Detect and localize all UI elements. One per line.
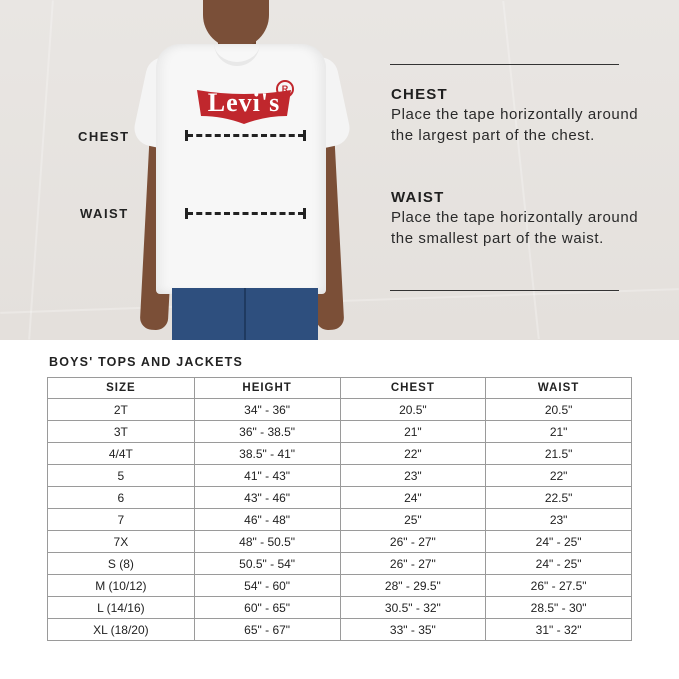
cell-size: 6: [48, 487, 195, 509]
size-chart-table: [47, 377, 632, 641]
white-tshirt: [156, 44, 326, 294]
table-row: [48, 465, 632, 487]
chest-side-label: CHEST: [78, 129, 130, 144]
cell-height: 34" - 36": [194, 399, 340, 421]
table-row: [48, 509, 632, 531]
table-row: [48, 443, 632, 465]
cell-height: 41" - 43": [194, 465, 340, 487]
cell-height: 38.5" - 41": [194, 443, 340, 465]
table-row: [48, 487, 632, 509]
cell-height: 65" - 67": [194, 619, 340, 641]
waist-guide-text: Place the tape horizontally around the smallest part of the waist.: [391, 209, 639, 247]
cell-size: 3T: [48, 421, 195, 443]
cell-chest: 26" - 27": [340, 553, 486, 575]
cell-height: 36" - 38.5": [194, 421, 340, 443]
header-height: HEIGHT: [194, 378, 340, 399]
cell-waist: 22.5": [486, 487, 632, 509]
cell-waist: 21": [486, 421, 632, 443]
cell-size: 7: [48, 509, 195, 531]
chest-measure-line: [187, 134, 304, 137]
chest-guide-title: CHEST: [391, 86, 448, 103]
cell-size: S (8): [48, 553, 195, 575]
guide-top-rule: [390, 64, 619, 65]
table-row: [48, 553, 632, 575]
cell-chest: 20.5": [340, 399, 486, 421]
chest-guide-text: Place the tape horizontally around the largest part of the chest.: [391, 106, 639, 144]
cell-chest: 21": [340, 421, 486, 443]
measure-end-tick: [303, 130, 306, 141]
cell-height: 43" - 46": [194, 487, 340, 509]
cell-size: 2T: [48, 399, 195, 421]
cell-waist: 20.5": [486, 399, 632, 421]
levis-logo-text: Levi's: [207, 88, 281, 117]
cell-waist: 23": [486, 509, 632, 531]
cell-waist: 31" - 32": [486, 619, 632, 641]
cell-chest: 25": [340, 509, 486, 531]
measure-end-tick: [303, 208, 306, 219]
table-row: [48, 421, 632, 443]
cell-chest: 23": [340, 465, 486, 487]
cell-chest: 24": [340, 487, 486, 509]
table-row: [48, 575, 632, 597]
cell-size: XL (18/20): [48, 619, 195, 641]
waist-side-label: WAIST: [80, 206, 129, 221]
cell-height: 60" - 65": [194, 597, 340, 619]
cell-height: 54" - 60": [194, 575, 340, 597]
cell-waist: 26" - 27.5": [486, 575, 632, 597]
waist-measure-line: [187, 212, 304, 215]
table-title: BOYS' TOPS AND JACKETS: [49, 355, 243, 369]
jeans: [172, 288, 318, 340]
cell-height: 48" - 50.5": [194, 531, 340, 553]
cell-chest: 22": [340, 443, 486, 465]
cell-size: 5: [48, 465, 195, 487]
cell-waist: 24" - 25": [486, 531, 632, 553]
registered-mark: R: [276, 80, 294, 98]
table-row: [48, 597, 632, 619]
cell-size: 7X: [48, 531, 195, 553]
cell-waist: 28.5" - 30": [486, 597, 632, 619]
model-head: [203, 0, 269, 48]
cell-waist: 24" - 25": [486, 553, 632, 575]
table-header-row: [48, 378, 632, 399]
cell-waist: 21.5": [486, 443, 632, 465]
table-row: [48, 399, 632, 421]
cell-chest: 26" - 27": [340, 531, 486, 553]
cell-size: L (14/16): [48, 597, 195, 619]
cell-size: 4/4T: [48, 443, 195, 465]
measure-end-tick: [185, 208, 188, 219]
cell-height: 50.5" - 54": [194, 553, 340, 575]
header-chest: CHEST: [340, 378, 486, 399]
cell-chest: 33" - 35": [340, 619, 486, 641]
jeans-seam: [244, 288, 246, 340]
waist-guide-title: WAIST: [391, 189, 445, 206]
cell-waist: 22": [486, 465, 632, 487]
measure-end-tick: [185, 130, 188, 141]
cell-chest: 28" - 29.5": [340, 575, 486, 597]
guide-bottom-rule: [390, 290, 619, 291]
cell-size: M (10/12): [48, 575, 195, 597]
table-row: [48, 619, 632, 641]
table-row: [48, 531, 632, 553]
cell-height: 46" - 48": [194, 509, 340, 531]
header-waist: WAIST: [486, 378, 632, 399]
header-size: SIZE: [48, 378, 195, 399]
cell-chest: 30.5" - 32": [340, 597, 486, 619]
